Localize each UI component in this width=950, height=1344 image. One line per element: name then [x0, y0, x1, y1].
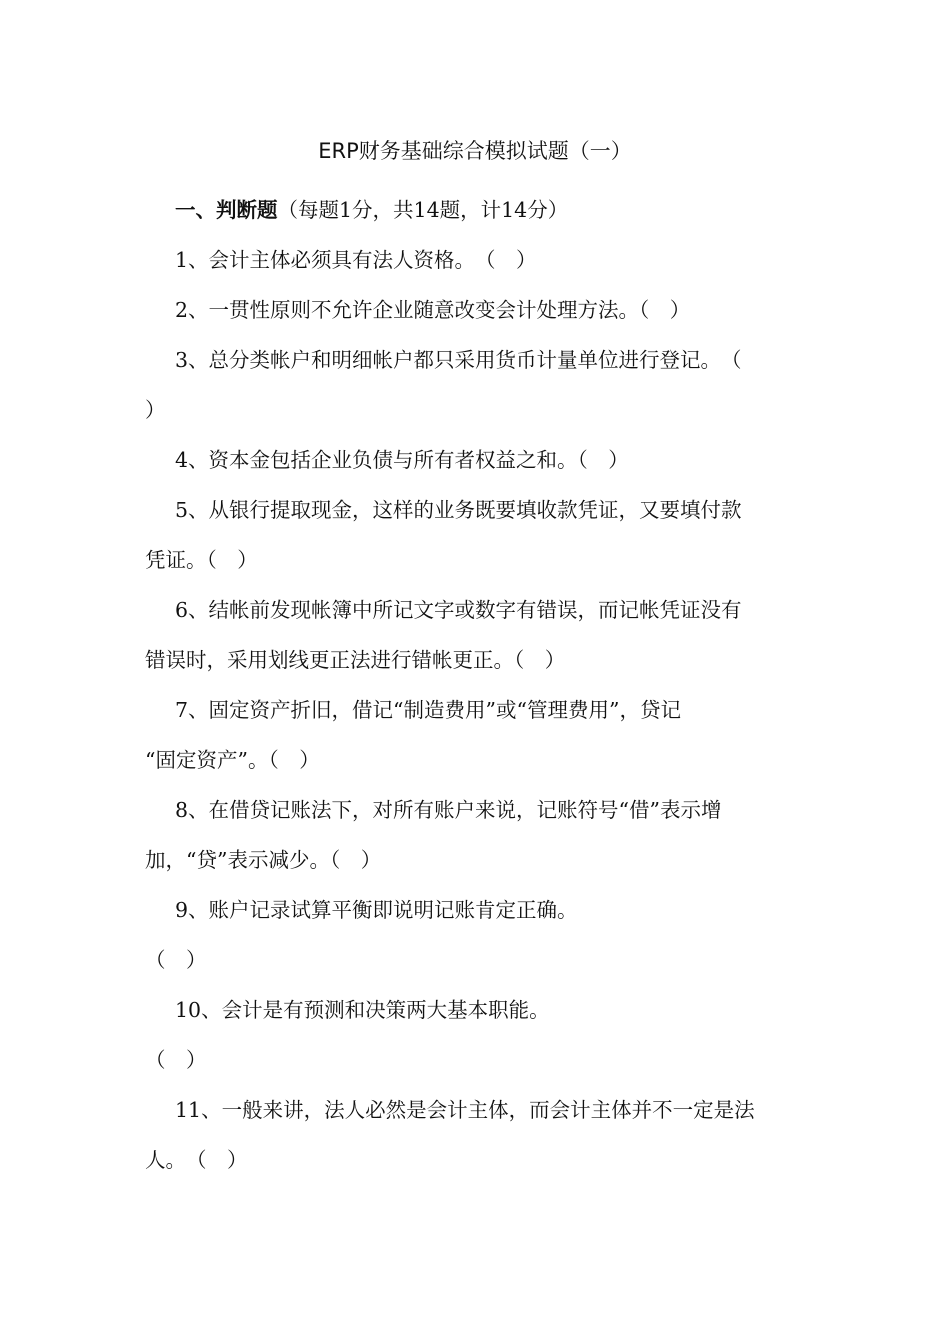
question-line: 错误时，采用划线更正法进行错帐更正。（ ）: [145, 648, 566, 672]
question-line: 5、从银行提取现金，这样的业务既要填收款凭证，又要填付款: [175, 498, 742, 522]
question-line: 8、在借贷记账法下，对所有账户来说，记账符号“借”表示增: [175, 798, 722, 822]
question-line: 2、一贯性原则不允许企业随意改变会计处理方法。（ ）: [175, 298, 691, 322]
question-line: 4、资本金包括企业负债与所有者权益之和。（ ）: [175, 448, 629, 472]
question-line: 3、总分类帐户和明细帐户都只采用货币计量单位进行登记。 （: [175, 348, 742, 372]
question-line: “固定资产”。（ ）: [145, 748, 320, 772]
section-scoring-note: （每题1分，共14题，计14分）: [277, 198, 569, 222]
question-lines: [145, 235, 805, 1185]
question-line: （ ）: [145, 1048, 207, 1072]
question-list: [145, 185, 805, 1185]
question-line: 10、会计是有预测和决策两大基本职能。: [175, 998, 550, 1022]
question-line: （ ）: [145, 948, 207, 972]
section-heading: 一、判断题: [175, 198, 278, 222]
question-line: 6、结帐前发现帐簿中所记文字或数字有错误，而记帐凭证没有: [175, 598, 742, 622]
question-line: 1、会计主体必须具有法人资格。 （ ）: [175, 248, 537, 272]
question-line: 9、账户记录试算平衡即说明记账肯定正确。: [175, 898, 578, 922]
section-heading-line: [145, 185, 805, 235]
question-line: 人。 （ ）: [145, 1148, 248, 1172]
question-line: 凭证。（ ）: [145, 548, 258, 572]
question-line: 加，“贷”表示减少。（ ）: [145, 848, 382, 872]
question-line: 7、固定资产折旧，借记“制造费用”或“管理费用”，贷记: [175, 698, 681, 722]
document-title: ERP财务基础综合模拟试题（一）: [318, 139, 632, 163]
question-line: ）: [145, 398, 166, 422]
question-line: 11、一般来讲，法人必然是会计主体，而会计主体并不一定是法: [175, 1098, 755, 1122]
